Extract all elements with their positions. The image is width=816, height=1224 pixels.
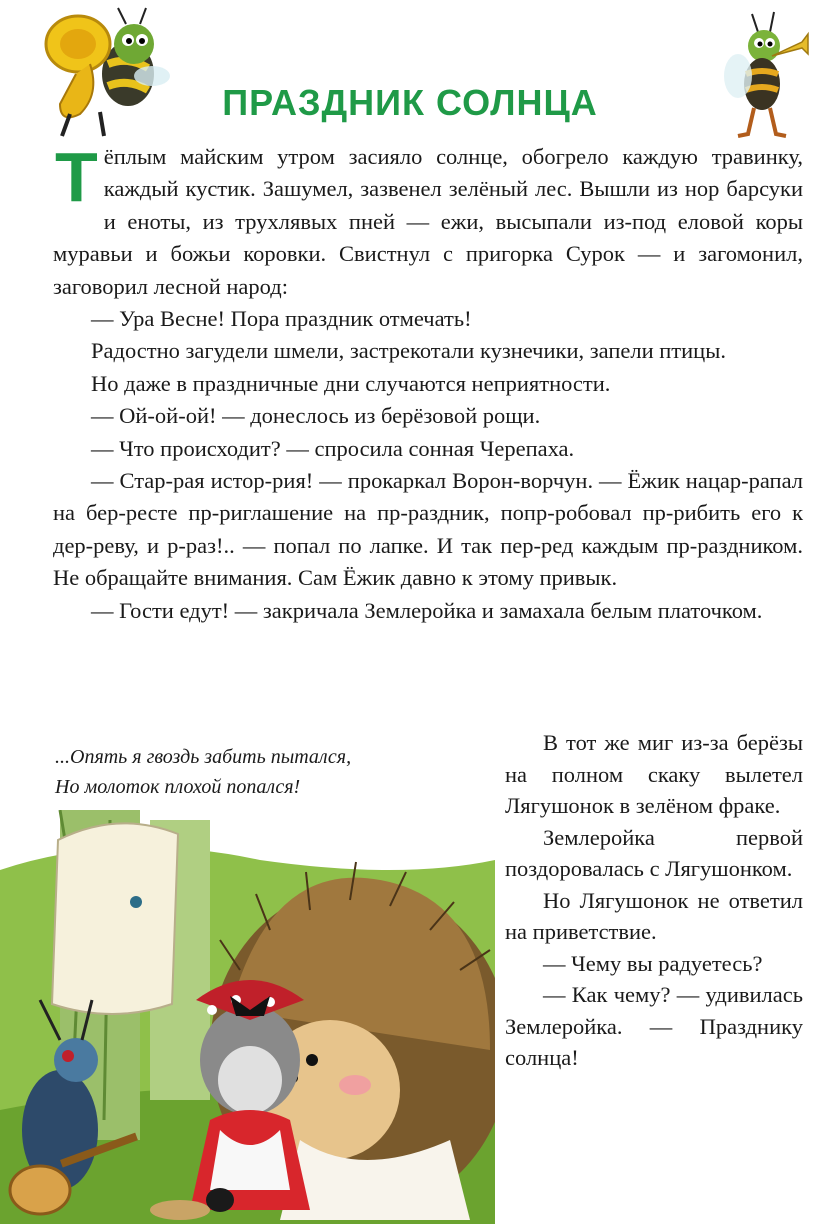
side-paragraph: Но Лягушонок не ответил на приветствие. xyxy=(505,887,803,944)
drop-cap: Т xyxy=(55,138,98,216)
bee-with-tuba-illustration xyxy=(30,4,170,140)
side-paragraph: В тот же миг из-за берёзы на полном скаку вылетел Лягушонок в зелёном фраке. xyxy=(505,730,803,818)
story-paragraph: — Стар-рая истор-рия! — прокаркал Ворон-ворчун. — Ёжик нацар-рапал на бер-ресте пр-риглашение на пр-раздник, попр-робовал пр-рибить его к дер-реву, и р-раз!.. — попал по лапке. И так пер-ред каждым пр-раздником. Не обращайте внимания. Сам Ёжик давно к этому привык. xyxy=(53,468,803,591)
verse-line: Но молоток плохой попался! xyxy=(55,776,301,798)
story-paragraph: Радостно загудели шмели, застрекотали кузнечики, запели птицы. xyxy=(91,338,726,364)
side-paragraph: — Как чему? — удивилась Землеройка. — Празднику солнца! xyxy=(505,982,803,1070)
hedgehog-scene-illustration xyxy=(0,810,495,1224)
verse-line: ...Опять я гвоздь забить пытался, xyxy=(55,746,352,768)
story-paragraph: Но даже в праздничные дни случаются неприятности. xyxy=(91,370,611,396)
verse-caption xyxy=(55,742,455,802)
story-paragraph: — Ой-ой-ой! — донеслось из берёзовой рощи. xyxy=(91,403,541,429)
side-paragraph: Землеройка первой поздоровалась с Лягушонком. xyxy=(505,824,803,881)
side-paragraph: — Чему вы радуетесь? xyxy=(543,950,763,976)
side-column-text xyxy=(505,727,803,1074)
story-paragraph: — Что происходит? — спросила сонная Черепаха. xyxy=(91,435,575,461)
story-paragraph: — Ура Весне! Пора праздник отмечать! xyxy=(91,306,472,332)
story-paragraph: Тёплым майским утром засияло солнце, обогрело каждую травинку, каждый кустик. Зашумел, зазвенел зелёный лес. Вышли из нор барсуки и еноты, из трухлявых пней — ежи, высыпали из-под еловой коры муравьи и божьи коровки. Свистнул с пригорка Сурок — и загомонил, заговорил лесной народ: xyxy=(53,138,803,299)
bee-with-trumpet-illustration xyxy=(722,6,810,140)
story-text xyxy=(53,138,803,627)
page-title: ПРАЗДНИК СОЛНЦА xyxy=(222,82,598,123)
story-paragraph: — Гости едут! — закричала Землеройка и замахала белым платочком. xyxy=(91,597,763,623)
